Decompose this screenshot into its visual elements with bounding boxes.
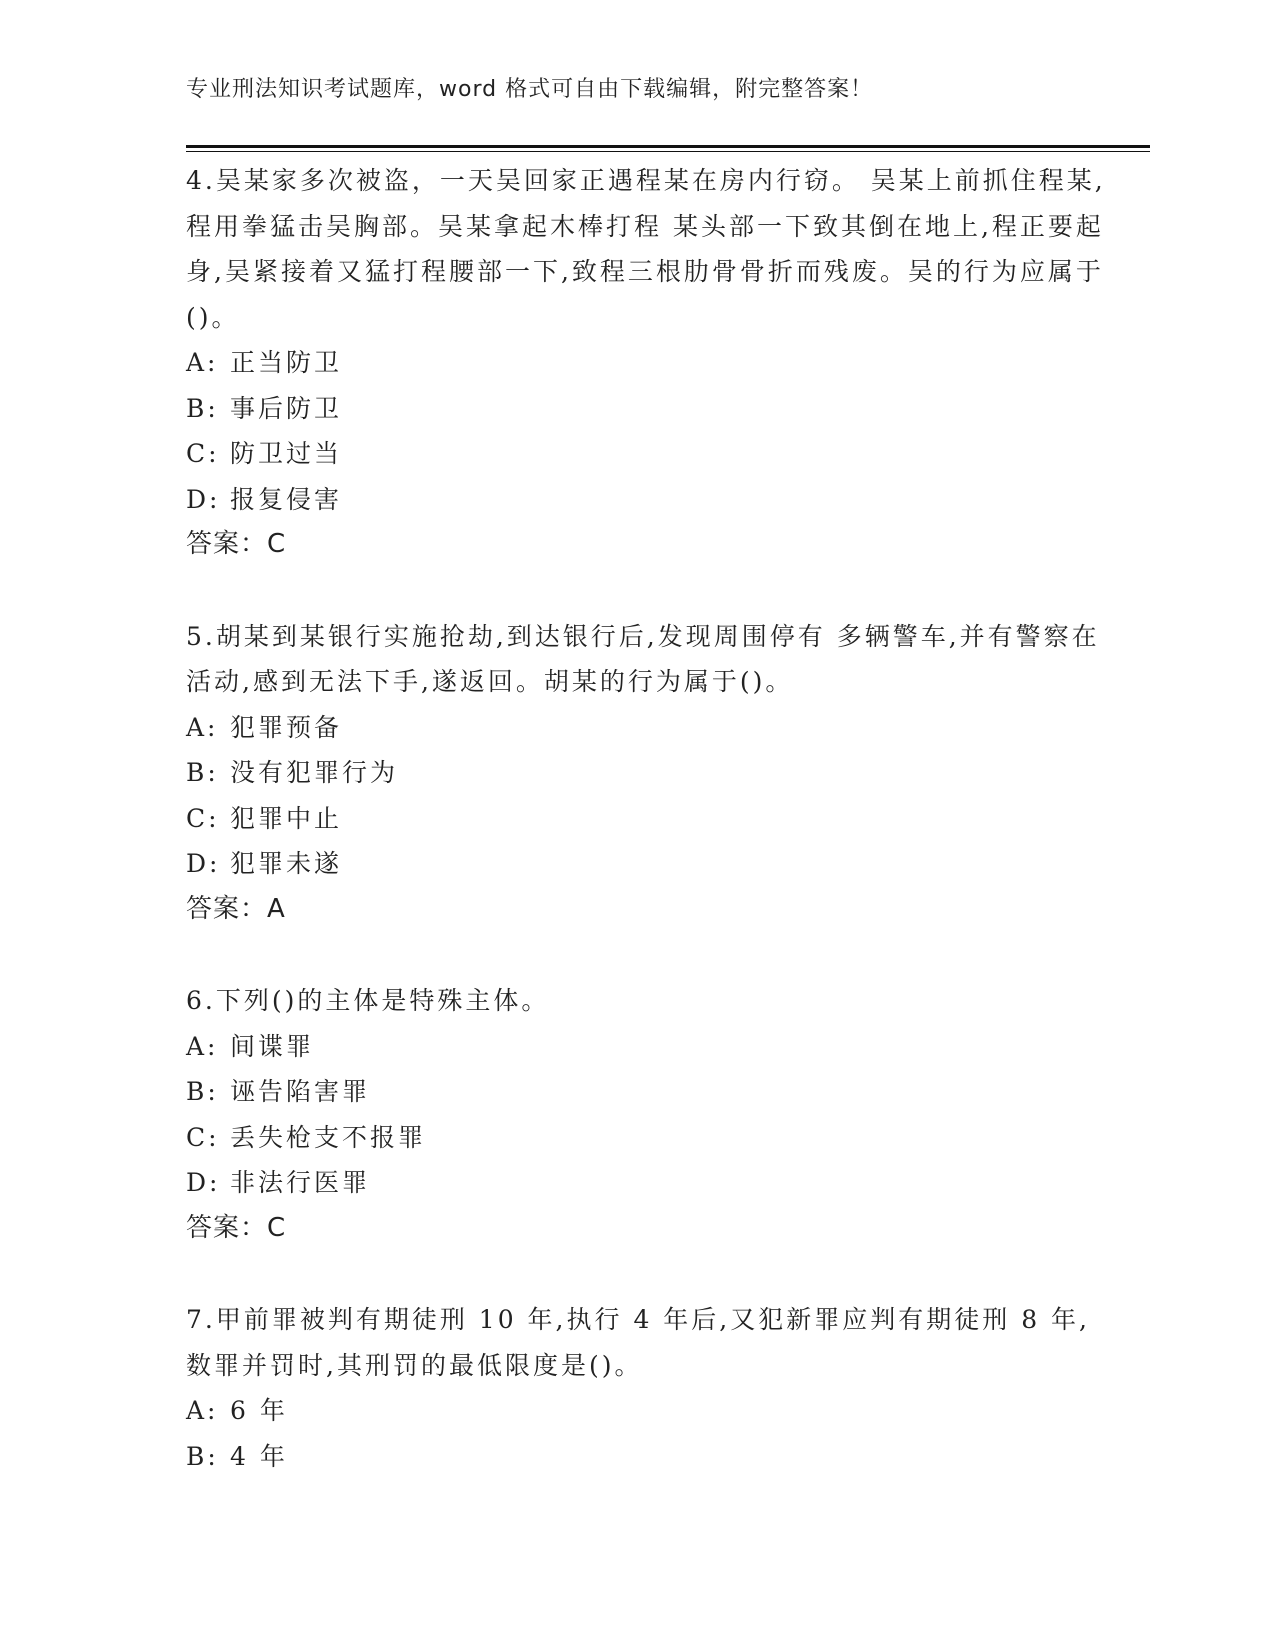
option-c <box>186 796 1116 842</box>
answer-line: 答案：C <box>186 1212 287 1243</box>
option-letter: B: <box>186 758 219 787</box>
option-a <box>186 1024 1116 1070</box>
option-c <box>186 431 1116 477</box>
answer-line: 答案：A <box>186 893 286 924</box>
option-text: 犯罪未遂 <box>230 849 343 878</box>
option-letter: A: <box>186 1396 219 1425</box>
question-5 <box>186 614 1116 933</box>
option-b <box>186 750 1116 796</box>
question-stem: 7.甲前罪被判有期徒刑 10 年,执行 4 年后,又犯新罪应判有期徒刑 8 年,数罪并罚时,其刑罚的最低限度是()。 <box>186 1305 1090 1380</box>
option-b <box>186 1069 1116 1115</box>
option-text: 6 年 <box>230 1396 288 1425</box>
option-text: 诬告陷害罪 <box>230 1077 371 1106</box>
option-text: 正当防卫 <box>230 348 343 377</box>
option-text: 报复侵害 <box>230 484 343 514</box>
option-letter: B: <box>186 1077 219 1106</box>
option-letter: D: <box>186 1168 221 1197</box>
option-letter: D: <box>186 484 221 514</box>
option-letter: A: <box>186 348 219 377</box>
option-letter: D: <box>186 849 221 878</box>
option-letter: C: <box>186 1122 220 1152</box>
answer-line: 答案：C <box>186 529 287 559</box>
option-letter: C: <box>186 803 220 833</box>
option-a <box>186 340 1116 386</box>
option-text: 非法行医罪 <box>230 1168 371 1197</box>
option-a <box>186 1388 1116 1434</box>
option-letter: C: <box>186 439 220 468</box>
question-6 <box>186 978 1116 1251</box>
option-text: 事后防卫 <box>230 393 343 423</box>
option-letter: A: <box>186 712 219 742</box>
option-text: 防卫过当 <box>230 439 343 468</box>
question-4 <box>186 158 1116 568</box>
option-text: 丢失枪支不报罪 <box>230 1122 427 1152</box>
option-text: 犯罪中止 <box>230 803 343 833</box>
option-d <box>186 1160 1116 1206</box>
option-text: 犯罪预备 <box>230 712 343 742</box>
option-a <box>186 705 1116 751</box>
header-rule-thin <box>186 151 1150 152</box>
option-c <box>186 1115 1116 1161</box>
option-d <box>186 477 1116 523</box>
question-7 <box>186 1297 1116 1479</box>
option-text: 4 年 <box>230 1441 288 1471</box>
option-letter: B: <box>186 1441 219 1471</box>
header-rule-thick <box>186 145 1150 148</box>
option-letter: A: <box>186 1031 219 1061</box>
option-letter: B: <box>186 393 219 423</box>
option-b <box>186 1434 1116 1480</box>
question-stem: 5.胡某到某银行实施抢劫,到达银行后,发现周围停有 多辆警车,并有警察在活动,感到无法下手,遂返回。胡某的行为属于()。 <box>186 621 1100 696</box>
document-header: 专业刑法知识考试题库，word 格式可自由下载编辑，附完整答案！ <box>186 77 874 102</box>
option-text: 间谍罪 <box>230 1031 315 1061</box>
option-b <box>186 386 1116 432</box>
question-stem: 6.下列()的主体是特殊主体。 <box>186 986 550 1015</box>
question-stem: 4.吴某家多次被盗，一天吴回家正遇程某在房内行窃。 吴某上前抓住程某,程用拳猛击吴胸部。吴某拿起木棒打程 某头部一下致其倒在地上,程正要起身,吴紧接着又猛打程腰部一下,致程三根肋骨骨折而残废。吴的行为应属于()。 <box>186 166 1106 332</box>
option-text: 没有犯罪行为 <box>230 758 399 787</box>
question-list <box>186 158 1116 1525</box>
option-d <box>186 841 1116 887</box>
